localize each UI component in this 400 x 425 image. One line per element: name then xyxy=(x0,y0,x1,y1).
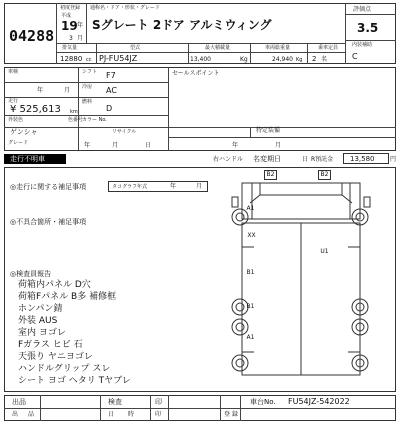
recycle-fee-label: R預託金 xyxy=(311,156,334,163)
fuel-label: 燃料 xyxy=(82,99,93,105)
gross-weight-label: 車両総重量 xyxy=(265,45,291,51)
rearmost-left-wheel xyxy=(232,355,248,371)
recycle-month: 月 xyxy=(112,142,119,149)
footer-row2-2: 日 xyxy=(108,411,115,418)
tag-xx: XX xyxy=(247,232,256,239)
capacity-unit: 名 xyxy=(321,56,328,63)
recycle-fee-unit: 円 xyxy=(390,156,397,163)
front-left-wheel-hub xyxy=(236,213,244,221)
grade-sub-label: グレード xyxy=(8,140,29,146)
color-change-label: カラー No. xyxy=(82,117,107,123)
type-label: 型式 xyxy=(130,45,141,51)
note-line: シート ヨゴ ヘタリ Tヤブレ xyxy=(18,376,131,386)
footer-row2-1: 品 xyxy=(28,411,35,418)
grade-sep xyxy=(345,14,396,15)
rear-left-wheel-2-hub xyxy=(236,323,244,331)
displacement-label: 排気量 xyxy=(62,45,78,51)
name-change-label: 名変期日 xyxy=(253,155,281,163)
shift-value: F7 xyxy=(106,71,116,80)
details-div-1 xyxy=(78,67,79,151)
recycle-year2: 年 xyxy=(232,142,239,149)
max-load-label: 最大積載量 xyxy=(205,45,231,51)
year-era: 平成 xyxy=(61,13,72,19)
displacement-unit: cc xyxy=(86,57,92,63)
inspector-label: ◎検査員報告 xyxy=(10,270,52,278)
ac-value: AC xyxy=(106,86,117,95)
inspector-footer-label: 検査 xyxy=(108,398,122,406)
footer-row2-6: 録 xyxy=(232,411,239,418)
recycle-year: 年 xyxy=(84,142,91,149)
footer-row2-3: 時 xyxy=(128,411,135,418)
inspector-notes xyxy=(18,280,131,388)
mileage-value: ¥ 525,613 xyxy=(10,104,61,115)
recycle-fee-value: 13,580 xyxy=(350,155,375,163)
repair-history-label: ◎走行に関する補足事項 xyxy=(10,183,87,191)
tacho-month: 月 xyxy=(196,183,203,190)
spec-div-1 xyxy=(96,43,97,64)
grade-divider xyxy=(345,3,346,64)
recycle-label: リサイクル xyxy=(112,129,137,135)
seller-label: 出品 xyxy=(12,398,26,406)
recycle-month2: 月 xyxy=(275,142,282,149)
note-line: 荷箱内パネル D穴 xyxy=(18,280,91,290)
tacho-year: 年 xyxy=(170,183,177,190)
details-frame xyxy=(4,67,396,151)
details-row-2 xyxy=(4,97,168,98)
details-row-5 xyxy=(168,137,396,138)
spec-row-mid xyxy=(56,52,345,53)
capacity-label: 乗車定員 xyxy=(318,45,339,51)
tag-b1-upper: B1 xyxy=(246,269,255,276)
mirror-right xyxy=(364,197,370,207)
month-value: 3 xyxy=(69,35,73,42)
spec-label: 通称名・ドア・形状・グレード xyxy=(90,5,160,11)
grade-value: 3.5 xyxy=(357,21,379,35)
details-row-1 xyxy=(4,82,168,83)
rearmost-left-wheel-hub xyxy=(236,359,244,367)
inspection-year: 年 xyxy=(37,87,44,94)
seal-label: 印 xyxy=(155,398,162,406)
handle-label: 右ハンドル xyxy=(213,156,244,163)
tag-b1-lower: B1 xyxy=(246,303,255,310)
footer-row2-0: 出 xyxy=(12,411,19,418)
details-row-4 xyxy=(4,127,396,128)
footer-div-4 xyxy=(168,395,169,421)
interior-value: C xyxy=(352,52,358,61)
note-line: Fガラス ヒビ 石 xyxy=(18,340,83,350)
color-value: ゲンシャ xyxy=(10,128,38,136)
body-no-label: 車台No. xyxy=(250,398,276,406)
footer-row2-5: 登 xyxy=(224,411,231,418)
fuel-value: D xyxy=(106,104,113,113)
inspection-label: 車検 xyxy=(8,69,19,75)
mileage-unit: km xyxy=(70,109,78,115)
max-load-value: 13,400 xyxy=(190,56,211,63)
spec-div-3 xyxy=(250,43,251,64)
footer-div-3 xyxy=(150,395,151,421)
footer-div-2 xyxy=(100,395,101,421)
unknown-mileage-banner: 走行不明車 xyxy=(4,154,66,164)
interior-sep xyxy=(345,40,396,41)
truck-diagram xyxy=(220,167,380,392)
note-line: 室内 ヨゴレ xyxy=(18,328,66,338)
gross-weight-unit: Kg xyxy=(296,57,303,63)
year-divider xyxy=(86,3,87,43)
year-value: 19 xyxy=(61,19,78,33)
rear-left-wheel-2 xyxy=(232,319,248,335)
mirror-left xyxy=(232,197,238,207)
details-div-2 xyxy=(168,67,169,151)
cab-windshield xyxy=(260,183,342,195)
footer-div-1 xyxy=(40,395,41,421)
spec-div-2 xyxy=(188,43,189,64)
special-reg-label: 特定装備 xyxy=(256,127,281,134)
tag-b2-left: B2 xyxy=(264,170,277,180)
defects-label: ◎不具合箇所・補足事項 xyxy=(10,218,87,226)
body-no-value: FU54JZ-542022 xyxy=(288,397,350,406)
model-name: Sグレート 2ドア アルミウィング xyxy=(92,18,272,32)
tag-b2-right: B2 xyxy=(318,170,331,180)
color-no-label: 色番号 xyxy=(68,117,84,123)
note-line: ハンドルグリップ スレ xyxy=(18,364,111,374)
note-line: 荷箱Fパネル B多 補修框 xyxy=(18,292,117,302)
selling-point-label: セールスポイント xyxy=(172,70,220,77)
model-code: PJ-FU54JZ xyxy=(99,54,138,63)
note-line: ホンパン錆 xyxy=(18,304,63,314)
footer-div-5 xyxy=(220,395,221,421)
inspection-month: 月 xyxy=(64,87,71,94)
spec-div-4 xyxy=(307,43,308,64)
shift-label: シフト xyxy=(82,69,98,75)
year-suffix: 年 xyxy=(77,22,84,29)
tag-u1: U1 xyxy=(320,248,329,255)
footer-row2-4: 印 xyxy=(155,411,162,418)
displacement-value: 12880 xyxy=(60,55,83,63)
grade-label: 評価点 xyxy=(353,6,372,13)
month-suffix: 月 xyxy=(77,35,84,42)
footer-mid xyxy=(4,408,396,409)
name-change-unit: 日 xyxy=(302,156,309,163)
lot-divider xyxy=(56,3,57,64)
tag-a1-lower: A1 xyxy=(246,334,255,341)
tacho-label: タコグラフ年式 xyxy=(112,184,148,190)
note-line: 天張り ヤニヨゴレ xyxy=(18,352,93,362)
first-reg-label: 初度登録 xyxy=(60,5,81,11)
spec-row-top xyxy=(56,43,345,44)
note-line: 外装 AUS xyxy=(18,316,58,326)
interior-label: 内装補助 xyxy=(352,42,373,48)
capacity-value: 2 xyxy=(312,55,317,63)
recycle-day: 日 xyxy=(145,142,152,149)
gross-weight-value: 24,940 xyxy=(272,56,293,63)
mileage-label: 走行 xyxy=(8,98,19,104)
special-reg-div xyxy=(250,127,251,137)
max-load-unit: Kg xyxy=(240,56,248,63)
ac-label: 冷房 xyxy=(82,84,93,90)
tag-a1-upper: A1 xyxy=(246,205,255,212)
rear-left-wheel-hub xyxy=(236,303,244,311)
color-label: 外装色 xyxy=(8,117,24,123)
footer-div-6 xyxy=(240,395,241,421)
lot-number: 04288 xyxy=(9,27,55,45)
